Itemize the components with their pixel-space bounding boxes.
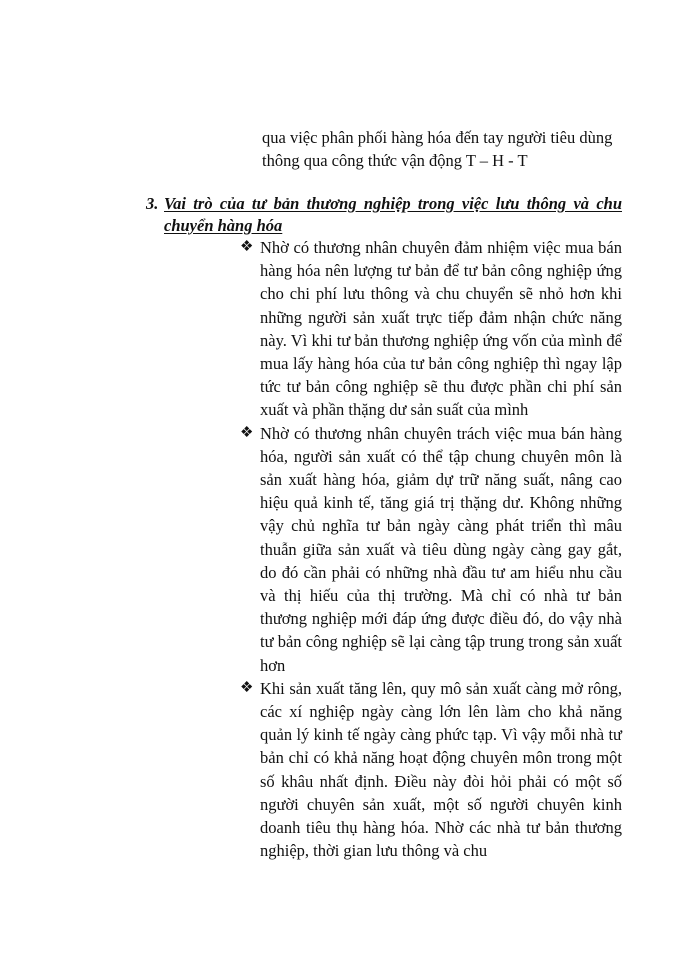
diamond-bullet-icon: ❖ [240,239,254,255]
bullet-item [240,422,622,677]
section-title: Vai trò của tư bản thương nghiệp trong việc lưu thông và chu chuyển hàng hóa [164,194,622,235]
bullet-text: Nhờ có thương nhân chuyên đảm nhiệm việc mua bán hàng hóa nên lượng tư bản để tư bản công nghiệp ứng cho chi phí lưu thông và chu chuyển sẽ nhỏ hơn khi những người sản xuất trực tiếp đảm nhận chức năng này. Vì khi tư bản thương nghiệp ứng vốn của mình để mua lấy hàng hóa của tư bản công nghiệp thì ngay lập tức tư bản công nghiệp sẽ thu được phần chi phí sản xuất và phần thặng dư sản suất của mình [260,238,622,420]
bullet-item [240,677,622,863]
section-number: 3. [146,194,159,213]
bullet-item [240,236,622,422]
bullet-text: Nhờ có thương nhân chuyên trách việc mua bán hàng hóa, người sản xuất có thể tập chung chuyên môn là sản xuất hàng hóa, giảm dự trữ năng suất, nâng cao hiệu quả kinh tế, tăng giá trị thặng dư. Không những vậy chủ nghĩa tư bản ngày càng phát triển thì mâu thuẫn giữa sản xuất và tiêu dùng ngày càng gay gắt, do đó cần phải có những nhà đầu tư am hiểu nhu cầu và thị hiếu của thị trường. Mà chỉ có nhà tư bản thương nghiệp mới đáp ứng được điều đó, do vậy nhà tư bản công nghiệp sẽ lại càng tập trung trong sản xuất hơn [260,423,622,675]
diamond-bullet-icon: ❖ [240,679,254,696]
intro-line: thông qua công thức vận động T – H - T [262,151,528,170]
diamond-bullet-icon: ❖ [240,424,254,441]
intro-line: qua việc phân phối hàng hóa đến tay người tiêu dùng [262,128,613,147]
bullet-text: Khi sản xuất tăng lên, quy mô sản xuất càng mở rông, các xí nghiệp ngày càng lớn lên làm cho khả năng quản lý kinh tế ngày càng phức tạp. Vì vậy mỗi nhà tư bản chỉ có khả năng hoạt động chuyên môn trong một số khâu nhất định. Điều này đòi hỏi phải có một số người chuyên sản xuất, một số người chuyên kinh doanh tiêu thụ hàng hóa. Nhờ các nhà tư bản thương nghiệp, thời gian lưu thông và chu [260,678,622,861]
section-heading [146,193,622,237]
intro-paragraph [262,126,622,172]
bullet-list [240,236,622,862]
